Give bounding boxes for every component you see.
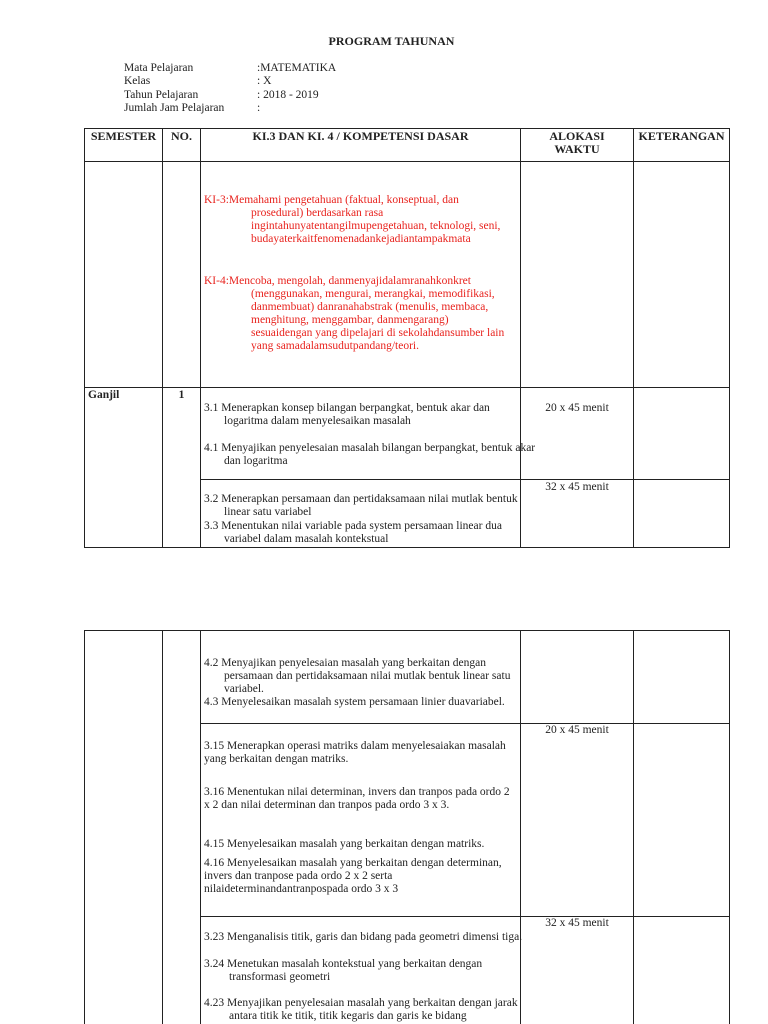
alokasi-waktu-cell: 32 x 45 menit [545, 481, 609, 493]
no-cell: 1 [178, 389, 185, 401]
ki4-text [204, 275, 519, 353]
header-waktu-line: WAKTU [554, 142, 600, 156]
kd-3-24: 3.24 Menetukan masalah kontekstual yang berkaitan dengan transformasi geometri [204, 958, 483, 983]
kd-4-2: 4.2 Menyajikan penyelesaian masalah yang berkaitan dengan persamaan dan pertidaksamaan nilai mutlak bentuk linear satu variabel. [204, 657, 511, 695]
kd-4-1: 4.1 Menyajikan penyelesaian masalah bilangan berpangkat, bentuk akar dan logaritma [204, 442, 536, 467]
meta-value: : [257, 102, 261, 114]
kd-3-23: 3.23 Menganalisis titik, garis dan bidang pada geometri dimensi tiga. [204, 931, 523, 943]
kd-4-16: 4.16 Menyelesaikan masalah yang berkaitan dengan determinan, invers dan tranpose pada ordo 2 x 2 serta nilaideterminandantranpospada ordo 3 x 3 [204, 857, 502, 895]
meta-label: Mata Pelajaran [124, 62, 194, 74]
header-semester: SEMESTER [90, 129, 157, 143]
header-kompetensi-dasar: KI.3 DAN KI. 4 / KOMPETENSI DASAR [252, 129, 469, 143]
ki4-head: KI-4:Mencoba, mengolah, danmenyajidalamranahkonkret [204, 275, 471, 287]
ki4-line: danmembuat) danranahabstrak (menulis, membaca, [251, 301, 489, 313]
ki3-line: prosedural) berdasarkan rasa [251, 207, 384, 219]
meta-value: :MATEMATIKA [257, 62, 337, 74]
kd-3-1: 3.1 Menerapkan konsep bilangan berpangkat, bentuk akar dan logaritma dalam menyelesaikan masalah [204, 402, 490, 427]
alokasi-waktu-cell: 20 x 45 menit [545, 402, 609, 414]
ki3-line: budayaterkaitfenomenadankejadiantampakmata [251, 233, 471, 245]
ki4-line: (menggunakan, mengurai, merangkai, memodifikasi, [251, 288, 495, 300]
alokasi-waktu-cell: 20 x 45 menit [545, 724, 609, 736]
ki3-line: ingintahunyatentangilmupengetahuan, teknologi, seni, [251, 220, 501, 232]
header-keterangan: KETERANGAN [638, 129, 725, 143]
ki4-line: menghitung, menggambar, danmengarang) [251, 314, 449, 326]
kd-4-23: 4.23 Menyajikan penyelesaian masalah yang berkaitan dengan jarak antara titik ke titik, titik kegaris dan garis ke bidang [204, 997, 518, 1022]
meta-label: Kelas [124, 75, 151, 87]
alokasi-waktu-cell: 32 x 45 menit [545, 917, 609, 929]
header-alokasi-line: ALOKASI [549, 129, 605, 143]
meta-label: Tahun Pelajaran [124, 89, 199, 101]
meta-value: : X [257, 75, 272, 87]
header-no: NO. [171, 129, 192, 143]
kd-4-3: 4.3 Menyelesaikan masalah system persamaan linier duavariabel. [204, 696, 505, 708]
ki3-text [204, 194, 519, 246]
kd-3-16: 3.16 Menentukan nilai determinan, invers dan tranpos pada ordo 2 x 2 dan nilai determinan dan tranpos pada ordo 3 x 3. [204, 786, 510, 811]
ki4-line: yang samadalamsudutpandang/teori. [251, 340, 419, 352]
kd-3-3: 3.3 Menentukan nilai variable pada system persamaan linear dua variabel dalam masalah kontekstual [204, 520, 502, 545]
semester-cell: Ganjil [88, 389, 120, 401]
kd-4-15: 4.15 Menyelesaikan masalah yang berkaitan dengan matriks. [204, 838, 485, 850]
ki4-line: sesuaidengan yang dipelajari di sekolahdansumber lain [251, 327, 505, 339]
page-title: PROGRAM TAHUNAN [328, 34, 455, 48]
kd-3-2: 3.2 Menerapkan persamaan dan pertidaksamaan nilai mutlak bentuk linear satu variabel [204, 493, 518, 518]
meta-value: : 2018 - 2019 [257, 89, 319, 101]
meta-label: Jumlah Jam Pelajaran [124, 102, 225, 114]
header-alokasi-waktu [521, 130, 633, 156]
kd-3-15: 3.15 Menerapkan operasi matriks dalam menyelesaiakan masalah yang berkaitan dengan matriks. [204, 740, 506, 765]
ki3-head: KI-3:Memahami pengetahuan (faktual, konseptual, dan [204, 194, 459, 206]
